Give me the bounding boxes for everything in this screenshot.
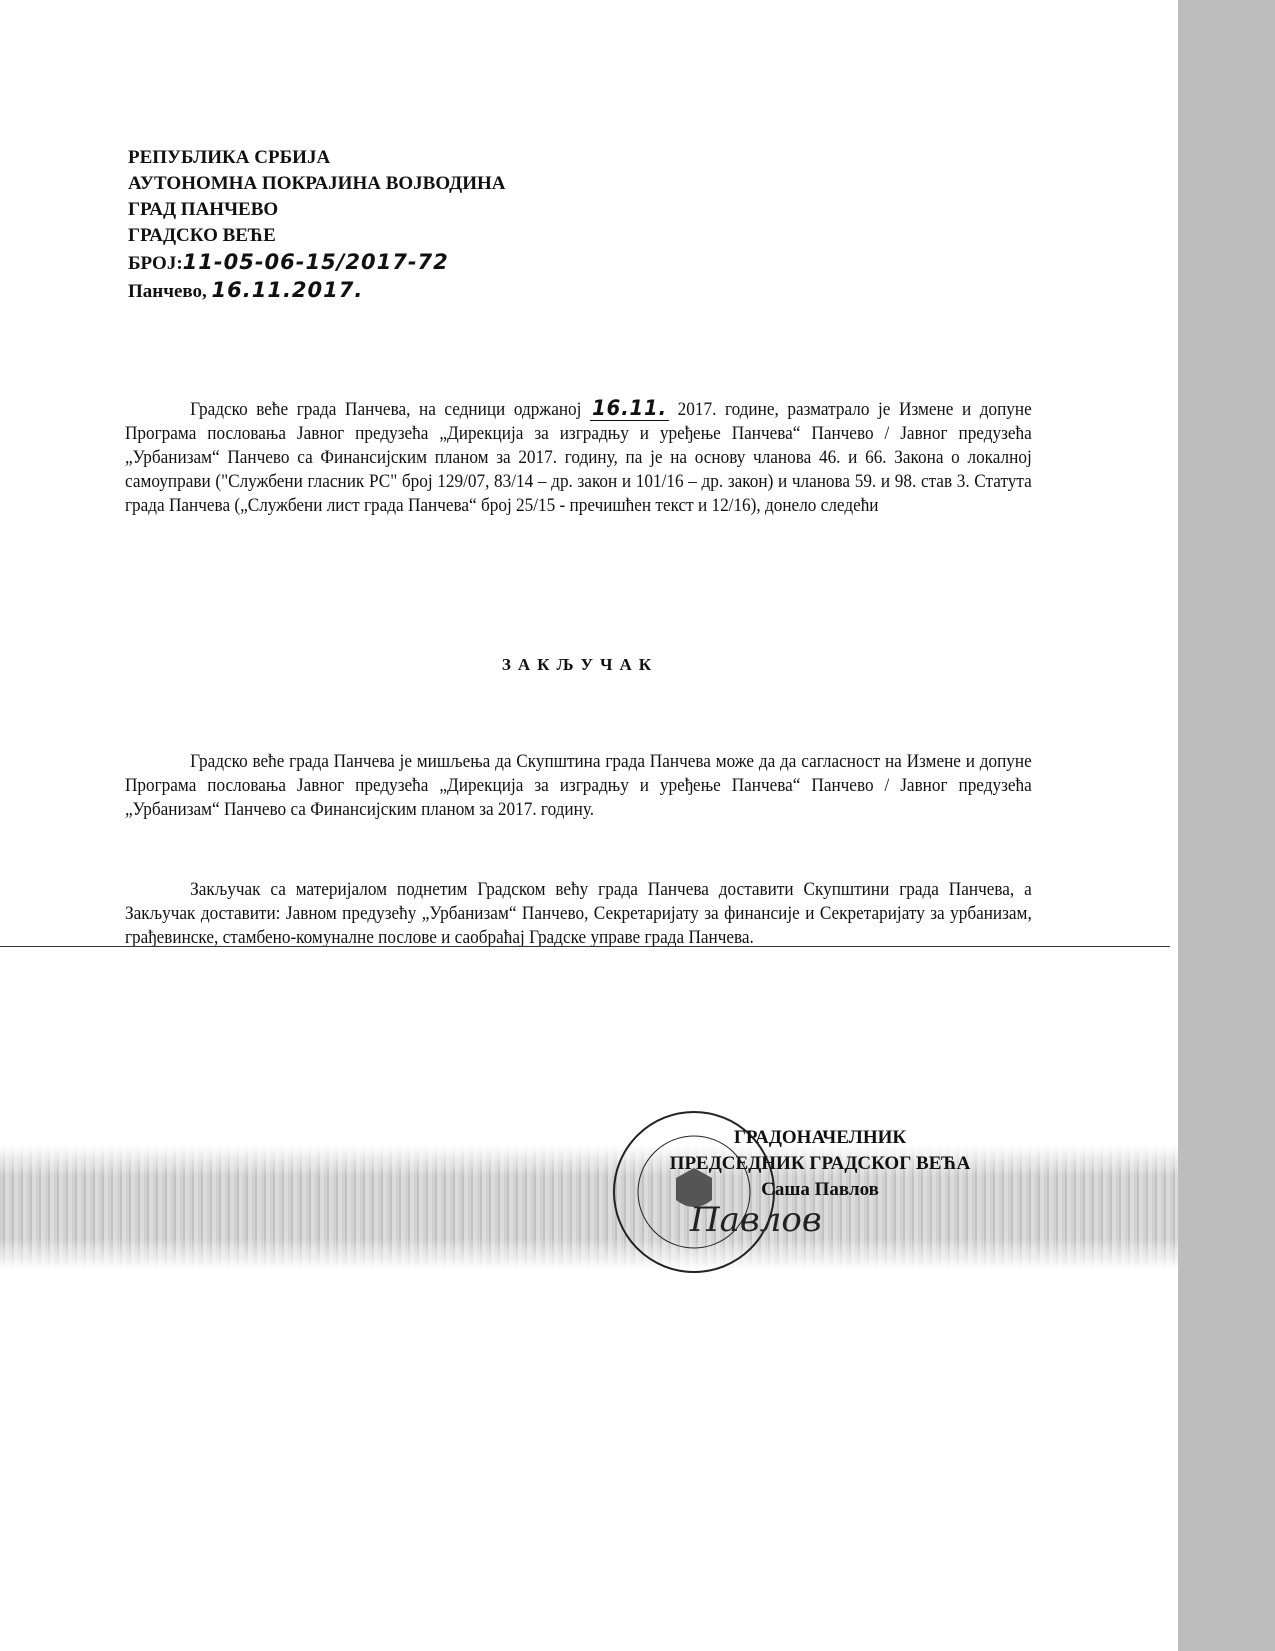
document-date: Панчево, 16.11.2017. [128,278,364,302]
header-line: ГРАД ПАНЧЕВО [128,199,279,220]
document-title: ЗАКЉУЧАК [501,655,659,674]
paragraph-conclusion: Градско веће града Панчева је мишљења да Скупштина града Панчева може да да сагласност на Измене и допуне Програма пословања Јавног предузећа „Дирекција за изградњу и уређење Панчева“ Панчево / Јавног предузећа „Урбанизам“ Панчево са Финансијским планом за 2017. годину. [125,752,1032,820]
meeting-date: 16.11. [590,396,669,421]
scan-noise-band [0,1145,1178,1270]
header-line: ГРАДСКО ВЕЋЕ [128,225,276,246]
document-number: БРОЈ:11-05-06-15/2017-72 [128,250,449,274]
paragraph-preamble: Градско веће града Панчева, на седници одржаној 16.11. 2017. године, разматрало је Измене и допуне Програма пословања Јавног предузећа „Дирекција за изградњу и уређење Панчева“ Панчево / Јавног предузећа „Урбанизам“ Панчево са Финансијским планом за 2017. годину, па је на основу чланова 46. и 66. Закона о локалној самоуправи ("Службени гласник РС" број 129/07, 83/14 – др. закон и 101/16 – др. закон) и чланова 59. и 98. став 3. Статута града Панчева („Службени лист града Панчева“ број 25/15 - пречишћен текст и 12/16), донело следећи [125,396,1032,516]
document-header [128,145,506,305]
handwritten-signature: Павлов [690,1200,822,1240]
handwritten-date: 16.11.2017. [211,278,364,302]
header-line: РЕПУБЛИКА СРБИЈА [128,147,331,168]
scan-line [0,946,1170,947]
signature-block [640,1125,1000,1203]
signatory-title-2: ПРЕДСЕДНИК ГРАДСКОГ ВЕЋА [669,1153,971,1174]
signatory-name: Саша Павлов [761,1179,879,1200]
signatory-title: ГРАДОНАЧЕЛНИК [733,1127,907,1148]
header-line: АУТОНОМНА ПОКРАЈИНА ВОЈВОДИНА [128,173,506,194]
paragraph-delivery: Закључак са материјалом поднетим Градском већу града Панчева доставити Скупштини града Панчева, а Закључак доставити: Јавном предузећу „Урбанизам“ Панчево, Секретаријату за финансије и Секретаријату за урбанизам, грађевинске, стамбено-комуналне послове и саобраћај Градске управе града Панчева. [125,880,1032,948]
scan-edge-band [1178,0,1275,1651]
handwritten-number: 11-05-06-15/2017-72 [182,250,449,274]
